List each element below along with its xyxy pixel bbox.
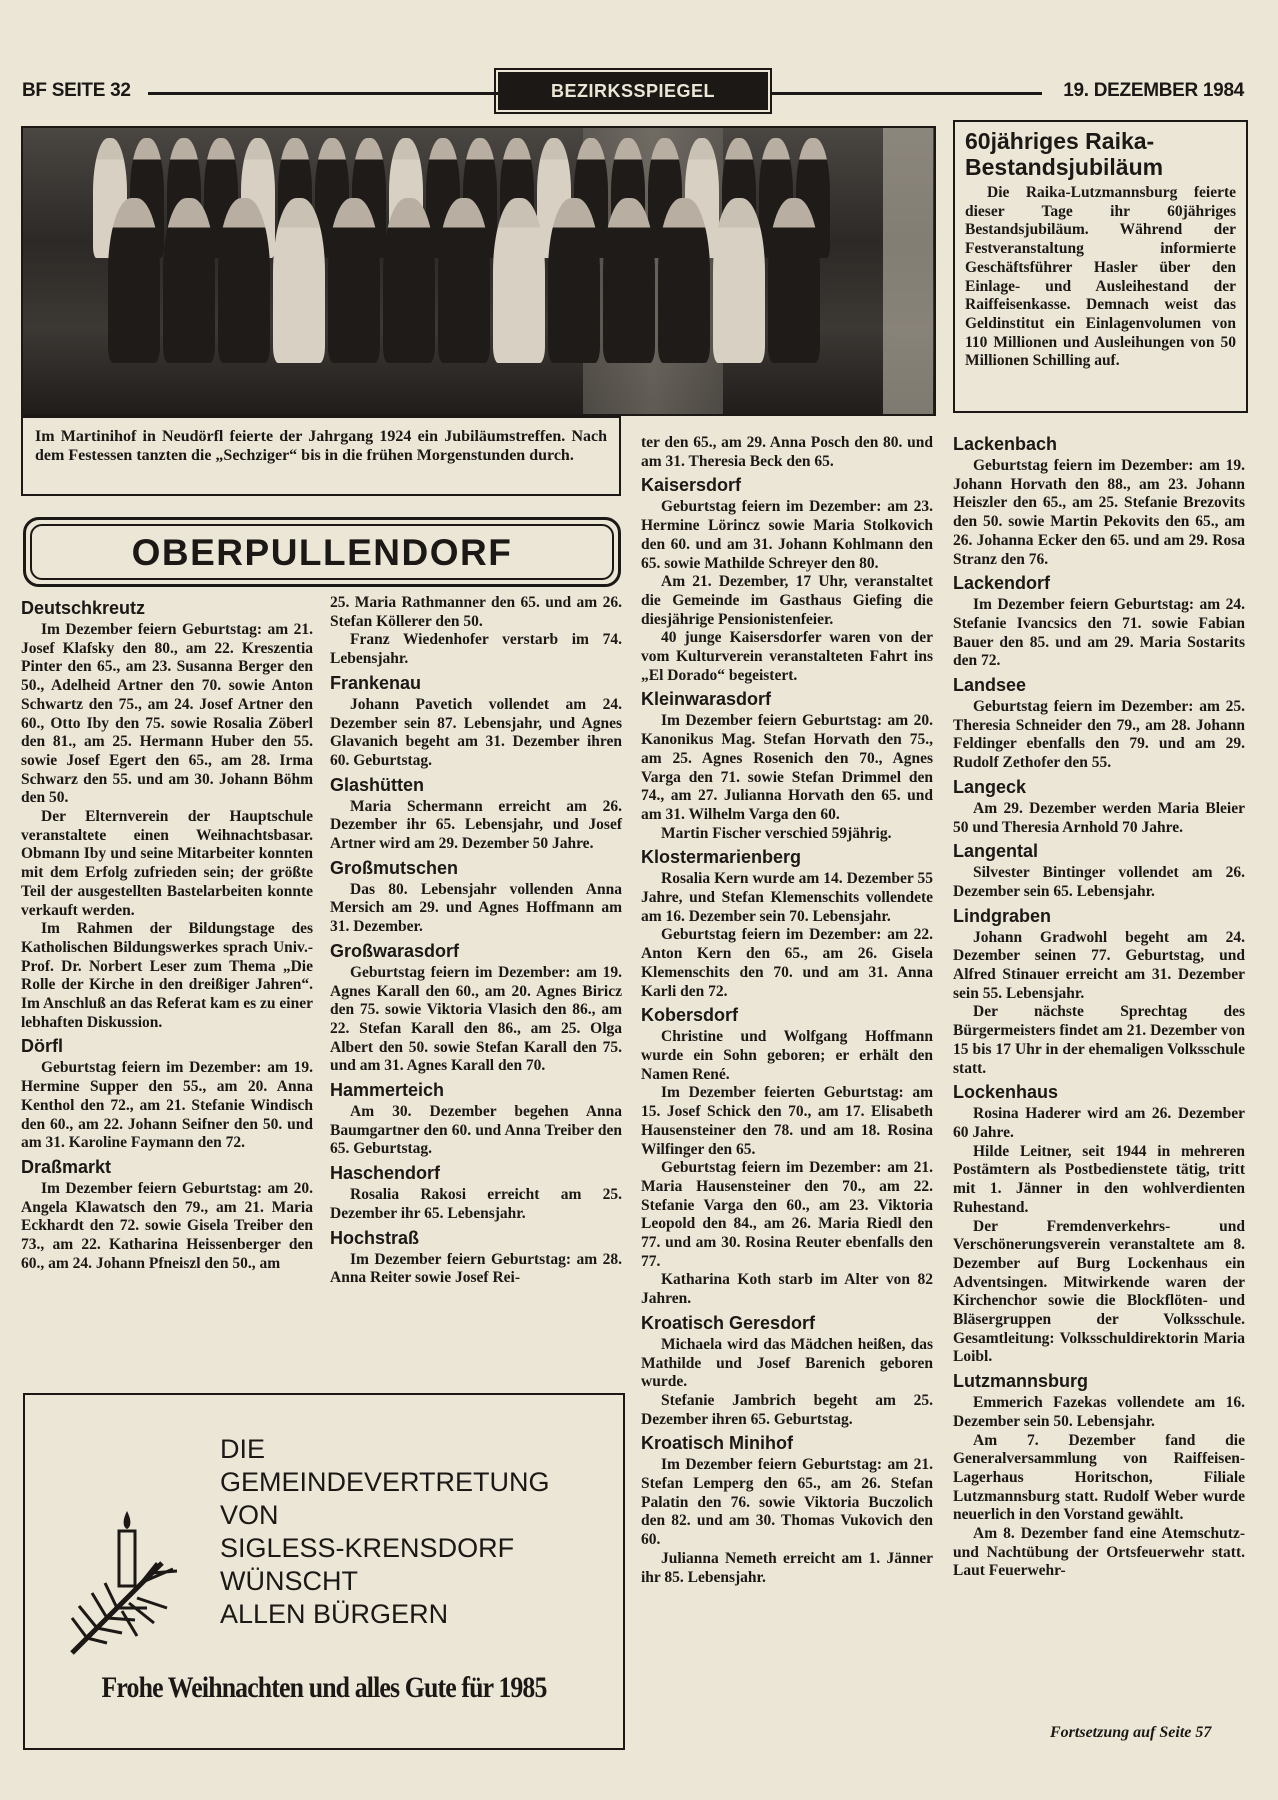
article-paragraph: Der nächste Sprechtag des Bürgermeisters findet am 21. Dezember von 15 bis 17 Uhr in der ehemaligen Volksschule statt. (953, 1003, 1245, 1077)
article-section (641, 1004, 933, 1309)
town-heading: Kleinwarasdorf (641, 689, 772, 710)
article-paragraph: Im Dezember feiern Geburtstag: am 20. Angela Klawatsch den 79., am 21. Maria Eckhardt den 72. sowie Gisela Treiber den 73., am 22. Katharina Heissenberger den 60., am 24. Johann Pfneiszl den 50., am (21, 1179, 313, 1272)
section-masthead: BEZIRKSSPIEGEL (498, 72, 768, 110)
photo-person (383, 198, 435, 363)
article-paragraph: Emmerich Fazekas vollendete am 16. Dezember sein 50. Lebensjahr. (953, 1394, 1245, 1430)
article-section (641, 1432, 933, 1587)
town-heading: Kobersdorf (641, 1005, 739, 1026)
article-paragraph: Rosina Haderer wird am 26. Dezember 60 Jahre. (953, 1105, 1245, 1141)
article-paragraph: Im Dezember feierten Geburtstag: am 15. Josef Schick den 70., am 17. Elisabeth Hausensteiner den 78. und am 18. Rosina Wilfinger den 65. (641, 1084, 933, 1158)
article-section (330, 857, 622, 937)
article-section (953, 674, 1245, 773)
town-heading: Draßmarkt (21, 1156, 112, 1177)
town-heading: Klostermarienberg (641, 847, 802, 868)
article-paragraph: Geburtstag feiern im Dezember: am 25. Theresia Schneider den 79., am 28. Johann Feldinger ebenfalls den 79. und am 29. Rudolf Zethofer den 55. (953, 698, 1245, 772)
article-paragraph: Der Elternverein der Hauptschule veranstaltete einen Weihnachtsbasar. Obmann Iby und seine Mitarbeiter konnten mit dem Erfolg zufrieden sein; der größte Teil der ausgestellten Bastelarbeiten konnte verkauft werden. (21, 808, 313, 919)
article-section (641, 434, 933, 471)
town-heading: Kroatisch Minihof (641, 1433, 793, 1454)
article-section (21, 597, 313, 1032)
ad-line: WÜNSCHT (220, 1566, 358, 1596)
column-2 (330, 594, 622, 1288)
town-heading: Langental (953, 841, 1039, 862)
article-paragraph: Martin Fischer verschied 59jährig. (661, 824, 892, 842)
town-heading: Großmutschen (330, 857, 459, 878)
article-section (330, 594, 622, 669)
town-heading: Kroatisch Geresdorf (641, 1312, 816, 1333)
article-section (953, 433, 1245, 569)
article-paragraph: Franz Wiedenhofer verstarb im 74. Lebensjahr. (330, 631, 622, 668)
article-paragraph: Der Fremdenverkehrs- und Verschönerungsverein veranstaltete am 8. Dezember auf Burg Lockenhaus ein Adventsingen. Mitwirkende waren der Kirchenchor sowie die Blockflöten- und Bläsergruppen der Volksschule. Gesamtleitung: Volksschuldirektorin Maria Loibl. (953, 1217, 1245, 1366)
article-section (330, 774, 622, 854)
column-1 (21, 594, 313, 1274)
christmas-ad (23, 1393, 625, 1750)
raika-body: Die Raika-Lutzmannsburg feierte dieser Tage ihr 60jähriges Bestandsjubiläum. Während der Festveranstaltung informierte Geschäftsführer Hasler über den Einlage- und Ausleihestand der Raiffeisenkasse. Demnach weist das Geldinstitut ein Einlagenvolumen von 110 Millionen und Ausleihungen von 50 Millionen Schilling auf. (965, 184, 1236, 370)
article-paragraph: Geburtstag feiern im Dezember: am 21. Maria Hausensteiner den 70., am 22. Stefanie Varga den 60., am 23. Viktoria Leopold den 84., am 26. Maria Riedl den 77. und am 30. Rosina Reuter ebenfalls den 77. (641, 1159, 933, 1270)
ad-line: SIGLESS-KRENSDORF (220, 1533, 515, 1563)
article-section (330, 1227, 622, 1288)
photo-person (438, 198, 490, 363)
article-paragraph: Im Rahmen der Bildungstage des Katholischen Bildungswerkes sprach Univ.-Prof. Dr. Norbert Leser zum Thema „Die Rolle der Kirche in den dreißiger Jahren“. Im Anschluß an das Referat kam es zu einer lebhaften Diskussion. (21, 920, 313, 1031)
article-section (330, 672, 622, 771)
town-heading: Lindgraben (953, 905, 1051, 926)
town-heading: Lackenbach (953, 434, 1058, 454)
ad-greeting (220, 1433, 550, 1631)
article-paragraph: Stefanie Jambrich begeht am 25. Dezember ihren 65. Geburtstag. (641, 1391, 933, 1428)
header-rule-left (148, 92, 498, 95)
article-paragraph: Geburtstag feiern im Dezember: am 23. Hermine Lörincz sowie Maria Stolkovich den 60. und am 31. Johann Kohlmann den 65. sowie Mathilde Schreyer den 80. (641, 498, 933, 572)
article-paragraph: Julianna Nemeth erreicht am 1. Jänner ihr 85. Lebensjahr. (641, 1549, 933, 1586)
town-heading: Langeck (953, 776, 1027, 797)
article-paragraph: Michaela wird das Mädchen heißen, das Mathilde und Josef Barenich geboren wurde. (641, 1335, 933, 1391)
town-heading: Großwarasdorf (330, 940, 460, 961)
photo-caption: Im Martinihof in Neudörfl feierte der Jahrgang 1924 ein Jubiläumstreffen. Nach dem Festessen tanzten die „Sechziger“ bis in die frühen Morgenstunden durch. (21, 416, 621, 496)
article-paragraph: Katharina Koth starb im Alter von 82 Jahren. (641, 1271, 933, 1308)
photo-person (493, 198, 545, 363)
photo-person (768, 198, 820, 363)
column-3 (641, 434, 933, 1587)
photo-person (603, 198, 655, 363)
article-section (21, 1156, 313, 1274)
ad-line: DIE (220, 1434, 266, 1464)
article-paragraph: Johann Gradwohl begeht am 24. Dezember seinen 77. Geburtstag, und Alfred Stinauer erreicht am 31. Dezember sein 55. Lebensjahr. (953, 928, 1245, 1002)
article-section (330, 1162, 622, 1223)
article-paragraph: Hilde Leitner, seit 1944 in mehreren Postämtern als Postbedienstete tätig, tritt mit 1. Jänner in den wohlverdienten Ruhestand. (953, 1142, 1245, 1216)
article-paragraph: Im Dezember feiern Geburtstag: am 20. Kanonikus Mag. Stefan Horvath den 75., am 25. Agnes Rosenich den 70., Agnes Varga den 71. sowie Stefan Drimmel den 74., am 27. Julianna Horvath den 65. und am 31. Wilhelm Varga den 60. (641, 712, 933, 823)
article-paragraph: 25. Maria Rathmanner den 65. und am 26. Stefan Köllerer den 50. (330, 594, 622, 630)
town-heading: Lackendorf (953, 573, 1051, 594)
district-banner (23, 517, 621, 587)
header-rule-right (770, 92, 1042, 95)
article-section (330, 940, 622, 1076)
district-title: OBERPULLENDORF (30, 524, 614, 580)
group-photo (21, 126, 936, 416)
continued-note: Fortsetzung auf Seite 57 (1050, 1724, 1212, 1741)
article-section (953, 572, 1245, 671)
article-paragraph: Rosalia Kern wurde am 14. Dezember 55 Jahre, und Stefan Klemenschits vollendete am 16. Dezember sein 70. Lebensjahr. (641, 870, 933, 925)
article-section (953, 776, 1245, 837)
ad-line: VON (220, 1500, 279, 1530)
article-section (953, 1081, 1245, 1367)
town-heading: Landsee (953, 675, 1027, 696)
article-paragraph: Geburtstag feiern im Dezember: am 19. Johann Horvath den 88., am 23. Johann Heiszler den 65., am 25. Stefanie Brezovits den 50. sowie Martin Pekovits den 65., am 26. Johanna Ecker den 65. und am 29. Rosa Stranz den 76. (953, 457, 1245, 568)
town-heading: Kaisersdorf (641, 475, 742, 496)
article-paragraph: Maria Schermann erreicht am 26. Dezember ihr 65. Lebensjahr, und Josef Artner wird am 29. Dezember 50 Jahre. (330, 797, 622, 853)
column-4 (953, 430, 1245, 1581)
article-paragraph: Am 7. Dezember fand die Generalversammlung von Raiffeisen-Lagerhaus Horitschon, Filiale Lutzmannsburg statt. Rudolf Weber wurde neuerlich in den Vorstand gewählt. (953, 1431, 1245, 1524)
photo-person (108, 198, 160, 363)
article-paragraph: Am 29. Dezember werden Maria Bleier 50 und Theresia Arnhold 70 Jahre. (953, 799, 1245, 836)
photo-person (163, 198, 215, 363)
article-paragraph: Silvester Bintinger vollendet am 26. Dezember sein 65. Lebensjahr. (953, 864, 1245, 900)
article-paragraph: Johann Pavetich vollendet am 24. Dezember sein 87. Lebensjahr, und Agnes Glavanich begeht am 31. Dezember ihren 60. Geburtstag. (330, 695, 622, 769)
ad-line: ALLEN BÜRGERN (220, 1599, 449, 1629)
article-section (641, 1312, 933, 1430)
article-paragraph: Christine und Wolfgang Hoffmann wurde ein Sohn geboren; er erhält den Namen René. (641, 1028, 933, 1083)
article-section (953, 840, 1245, 901)
article-paragraph: Am 21. Dezember, 17 Uhr, veranstaltet die Gemeinde im Gasthaus Giefing die diesjährige Pensionistenfeier. (641, 573, 933, 628)
ad-slogan: Frohe Weihnachten und alles Gute für 1985 (101, 1671, 547, 1704)
issue-date: 19. DEZEMBER 1984 (1063, 80, 1244, 101)
town-heading: Hammerteich (330, 1080, 445, 1101)
town-heading: Hochstraß (330, 1227, 420, 1248)
town-heading: Glashütten (330, 774, 425, 795)
article-section (953, 1370, 1245, 1581)
ad-line: GEMEINDEVERTRETUNG (220, 1467, 550, 1497)
photo-person (218, 198, 270, 363)
article-section (953, 905, 1245, 1079)
town-heading: Deutschkreutz (21, 598, 146, 618)
town-heading: Haschendorf (330, 1163, 441, 1184)
article-paragraph: Im Dezember feiern Geburtstag: am 21. Josef Klafsky den 80., am 22. Kreszentia Pinter den 65., am 23. Susanna Berger den 50., Adelheid Artner den 70. sowie Anton Schwartz den 75., am 24. Josef Artner den 60., Otto Iby den 75. sowie Rosalia Zöberl den 81., am 25. Hermann Huber den 55. sowie Josef Egert den 65., am 28. Irma Schwarz den 55. und am 30. Johann Böhm den 50. (21, 621, 313, 807)
photo-person (548, 198, 600, 363)
article-paragraph: Geburtstag feiern im Dezember: am 19. Agnes Karall den 60., am 20. Agnes Biricz den 75. sowie Viktoria Vlasich den 86., am 22. Stefan Karall den 86., am 25. Olga Albert den 50. sowie Stefan Karall den 75. und am 31. Agnes Karall den 70. (330, 963, 622, 1075)
photo-person (658, 198, 710, 363)
town-heading: Frankenau (330, 672, 422, 693)
town-heading: Lockenhaus (953, 1082, 1059, 1103)
town-heading: Lutzmannsburg (953, 1371, 1088, 1392)
article-paragraph: Im Dezember feiern Geburtstag: am 24. Stefanie Ivancsics den 71. sowie Fabian Bauer den 85. und am 29. Maria Sostarits den 72. (953, 596, 1245, 670)
page-number: BF SEITE 32 (22, 80, 131, 101)
raika-title: 60jähriges Raika-Bestandsjubiläum (965, 128, 1164, 180)
article-section (641, 846, 933, 1001)
town-heading: Dörfl (21, 1036, 63, 1057)
article-paragraph: Im Dezember feiern Geburtstag: am 21. Stefan Lemperg den 65., am 26. Stefan Palatin den 76. sowie Viktoria Buczolich den 82. und am 30. Thomas Vukovich den 60. (641, 1456, 933, 1549)
article-paragraph: Das 80. Lebensjahr vollenden Anna Mersich am 29. und Agnes Hoffmann am 31. Dezember. (330, 880, 622, 936)
article-paragraph: 40 junge Kaisersdorfer waren von der vom Kulturverein veranstalteten Fahrt ins „El Dorado“ begeistert. (641, 629, 933, 684)
article-paragraph: Am 8. Dezember fand eine Atemschutz- und Nachtübung der Ortsfeuerwehr statt. Laut Feuerwehr- (953, 1525, 1245, 1580)
article-section (330, 1079, 622, 1159)
raika-article (953, 120, 1248, 413)
photo-person (713, 198, 765, 363)
photo-person (328, 198, 380, 363)
article-paragraph: Am 30. Dezember begehen Anna Baumgartner den 60. und Anna Treiber den 65. Geburtstag. (330, 1103, 622, 1158)
article-section (21, 1035, 313, 1153)
article-paragraph: Im Dezember feiern Geburtstag: am 28. Anna Reiter sowie Josef Rei- (330, 1250, 622, 1287)
article-paragraph: Geburtstag feiern im Dezember: am 22. Anton Kern den 65., am 26. Gisela Klemenschits den 70. und am 31. Anna Karli den 72. (641, 926, 933, 1000)
photo-person (273, 198, 325, 363)
article-section (641, 688, 933, 843)
article-paragraph: Rosalia Rakosi erreicht am 25. Dezember ihr 65. Lebensjahr. (330, 1186, 622, 1222)
candle-with-fir-branch-icon (67, 1503, 187, 1663)
article-section (641, 474, 933, 685)
article-paragraph: ter den 65., am 29. Anna Posch den 80. und am 31. Theresia Beck den 65. (641, 434, 933, 470)
article-paragraph: Geburtstag feiern im Dezember: am 19. Hermine Supper den 55., am 20. Anna Kenthol den 72., am 21. Stefanie Windisch den 60., am 22. Johann Seifner den 50. und am 31. Karoline Faymann den 72. (21, 1059, 313, 1152)
